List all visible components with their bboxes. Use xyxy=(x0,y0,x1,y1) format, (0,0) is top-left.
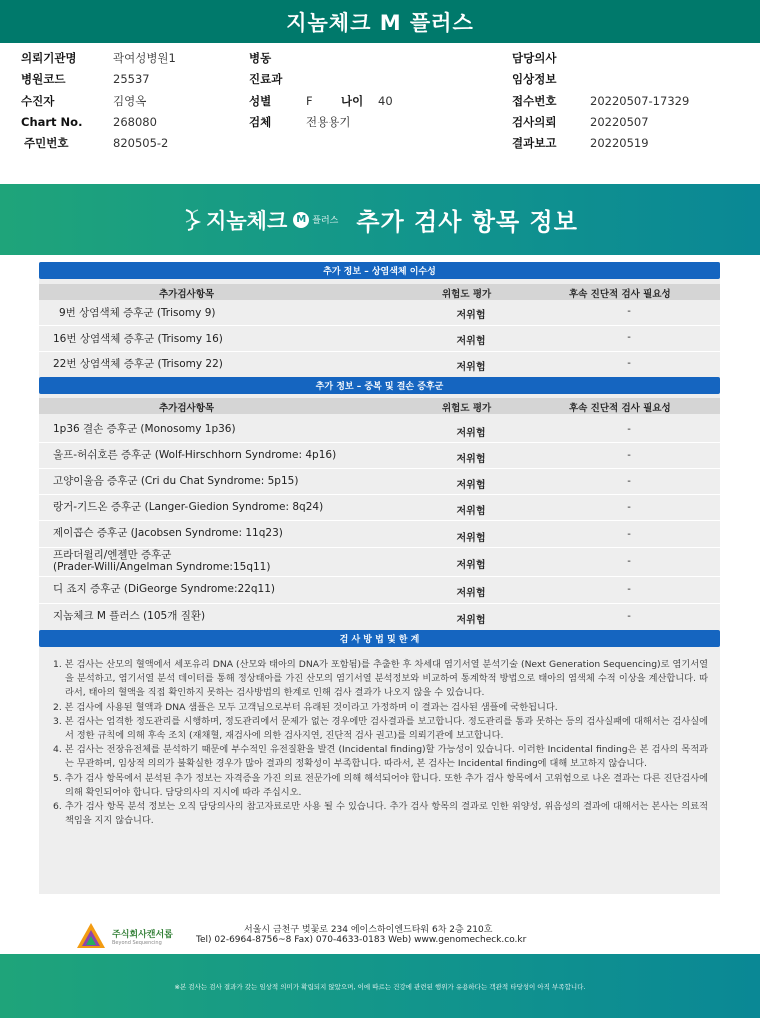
company-name: 주식회사캔서롭 xyxy=(112,929,173,940)
section-banner xyxy=(0,184,760,255)
col-item: 추가검사항목 xyxy=(159,289,215,300)
row-follow: - xyxy=(627,529,631,540)
row-name: 지놈체크 M 플러스 (105개 질환) xyxy=(53,610,206,622)
method-item: 2. 본 검사에 사용된 혈액과 DNA 샘플은 모두 고객님으로부터 유래된 것이라고 가정하며 이 결과는 검사된 샘플에 국한됩니다. xyxy=(53,701,558,713)
table-row xyxy=(39,443,720,469)
institution-label: 의뢰기관명 xyxy=(21,51,77,65)
request-date-label: 검사의뢰 xyxy=(512,115,557,129)
row-risk: 저위험 xyxy=(456,454,486,465)
examinee-label: 수진자 xyxy=(21,94,55,108)
table-row xyxy=(39,521,720,548)
section2-title-bar xyxy=(39,377,720,394)
row-follow: - xyxy=(627,332,631,343)
specimen-value: 전용용기 xyxy=(306,115,351,129)
row-follow: - xyxy=(627,424,631,435)
report-date-value: 20220519 xyxy=(590,136,649,150)
table-row xyxy=(39,548,720,577)
section1-title-bar xyxy=(39,262,720,279)
table-row xyxy=(39,469,720,495)
row-name-line2: (Prader-Willi/Angelman Syndrome:15q11) xyxy=(53,561,271,573)
row-name: 22번 상염색체 증후군 (Trisomy 22) xyxy=(53,358,223,370)
chart-no-label: Chart No. xyxy=(21,115,83,129)
row-risk: 저위험 xyxy=(456,310,486,321)
method-item: 4. 본 검사는 전장유전체를 분석하기 때문에 부수적인 유전질환을 발견 (Incidental finding)할 가능성이 있습니다. 이러한 Incidental finding은 본 검사의 목적과는 무관하며, 임상적 의의가 불확실한 경우가 많아 결과의 정확성이 부족합니다. 따라서, 본 검사는 Incidental finding에 대해 보고하지 않습니다. xyxy=(53,744,708,770)
resident-no-label: 주민번호 xyxy=(24,136,69,150)
company-logo-icon xyxy=(76,922,106,950)
section3-title: 검 사 방 법 및 한 계 xyxy=(339,635,420,645)
company-subtitle: Beyond Sequencing xyxy=(112,939,162,946)
row-risk: 저위험 xyxy=(456,336,486,347)
logo-text: 지놈체크 xyxy=(206,208,288,233)
table-row xyxy=(39,495,720,521)
sex-value: F xyxy=(306,94,313,108)
receipt-no-value: 20220507-17329 xyxy=(590,94,690,108)
row-name: 울프-허쉬호른 증후군 (Wolf-Hirschhorn Syndrome: 4p16) xyxy=(53,449,337,461)
row-name: 디 죠지 증후군 (DiGeorge Syndrome:22q11) xyxy=(53,583,276,595)
chart-no-value: 268080 xyxy=(113,115,157,129)
method-item: 3. 본 검사는 엄격한 정도관리를 시행하며, 정도관리에서 문제가 없는 경우에만 검사결과를 보고합니다. 정도관리를 통과 못하는 등의 검사실패에 대해서는 검사실에서 정한 규칙에 의해 후속 조치 (재채혈, 재검사에 의한 검사지연, 진단적 검사 권고)를 의뢰기관에 보고합니다. xyxy=(53,715,708,742)
table-row xyxy=(39,301,720,326)
row-follow: - xyxy=(627,611,631,622)
row-follow: - xyxy=(627,450,631,461)
row-risk: 저위험 xyxy=(456,506,486,517)
disclaimer-text: ※본 검사는 검사 결과가 갖는 임상적 의미가 확립되지 않았으며, 이에 따르는 건강에 관련된 행위가 유용하다는 객관적 타당성이 아직 부족합니다. xyxy=(174,982,586,991)
section1-title: 추가 정보 – 상염색체 이수성 xyxy=(323,267,436,277)
specimen-label: 검체 xyxy=(249,115,272,129)
col-item: 추가검사항목 xyxy=(159,403,215,414)
row-follow: - xyxy=(627,584,631,595)
resident-no-value: 820505-2 xyxy=(113,136,169,150)
age-label: 나이 xyxy=(341,94,364,108)
age-value: 40 xyxy=(378,94,393,108)
row-risk: 저위험 xyxy=(456,588,486,599)
row-name: 랑거-기드온 증후군 (Langer-Giedion Syndrome: 8q24) xyxy=(53,501,324,513)
row-follow: - xyxy=(627,306,631,317)
sex-label: 성별 xyxy=(249,94,272,108)
row-risk: 저위험 xyxy=(456,362,486,373)
department-label: 진료과 xyxy=(249,72,283,86)
request-date-value: 20220507 xyxy=(590,115,649,129)
row-name: 1p36 결손 증후군 (Monosomy 1p36) xyxy=(53,423,236,435)
report-date-label: 결과보고 xyxy=(512,136,557,150)
results-panel xyxy=(39,262,720,894)
table-row xyxy=(39,352,720,376)
dna-icon xyxy=(182,208,202,232)
row-name: 제이콥슨 증후군 (Jacobsen Syndrome: 11q23) xyxy=(53,527,283,539)
col-risk: 위험도 평가 xyxy=(442,289,492,300)
institution-value: 곽여성병원1 xyxy=(113,51,176,65)
row-follow: - xyxy=(627,476,631,487)
table-row xyxy=(39,577,720,604)
method-item: 5. 추가 검사 항목에서 분석된 추가 정보는 자격증을 가진 의료 전문가에 의해 해석되어야 합니다. 또한 추가 검사 항목에서 고위험으로 나온 결과는 다른 진단검사에 의해 확인되어야 합니다. 담당의사의 지시에 따라 주십시오. xyxy=(53,772,708,798)
receipt-no-label: 접수번호 xyxy=(512,94,557,108)
method-item: 1. 본 검사는 산모의 혈액에서 세포유리 DNA (산모와 태아의 DNA가 포함됨)를 추출한 후 차세대 염기서열 분석기술 (Next Generation Sequencing)로 염기서열을 분석하고, 염기서열 분석 데이터를 통해 정상태아를 가진 산모의 염기서열 분석정보와 비교하여 통계학적 방법으로 태아의 염색체 수적 이상을 계산합니다. 따라서, 태아의 혈액을 직접 확인하지 못하는 검사방법의 한계로 인해 검사 결과가 나오지 않을 수 있습니다. xyxy=(53,659,708,699)
row-risk: 저위험 xyxy=(456,615,486,626)
table-row xyxy=(39,326,720,352)
report-title: 지놈체크 M 플러스 xyxy=(286,10,474,35)
company-contact: Tel) 02-6964-8756~8 Fax) 070-4633-0183 Web) www.genomecheck.co.kr xyxy=(196,935,527,945)
company-footer xyxy=(0,915,760,951)
row-name: 고양이울음 증후군 (Cri du Chat Syndrome: 5p15) xyxy=(53,475,299,487)
row-follow: - xyxy=(627,502,631,513)
disclaimer-bar xyxy=(0,954,760,1018)
report-header xyxy=(0,0,760,43)
section2-title: 추가 정보 – 중복 및 결손 증후군 xyxy=(315,382,444,392)
table-row xyxy=(39,604,720,629)
section3-title-bar xyxy=(39,630,720,647)
method-limitations xyxy=(53,658,708,828)
banner-title: 추가 검사 항목 정보 xyxy=(356,208,578,236)
method-item: 6. 추가 검사 항목 분석 정보는 오직 담당의사의 참고자료로만 사용 될 수 있습니다. 추가 검사 항목의 결과로 인한 위양성, 위음성의 결과에 대해서는 본사는 의료적 책임을 지지 않습니다. xyxy=(53,801,708,827)
row-name: 프라더윌리/엔젤만 증후군 xyxy=(53,549,172,561)
col-follow: 후속 진단적 검사 필요성 xyxy=(569,289,671,300)
row-risk: 저위험 xyxy=(456,533,486,544)
row-name: 9번 상염색체 증후군 (Trisomy 9) xyxy=(59,307,216,319)
row-risk: 저위험 xyxy=(456,560,486,571)
examinee-value: 김영옥 xyxy=(113,94,147,108)
genomecheck-logo xyxy=(182,205,346,235)
col-risk: 위험도 평가 xyxy=(442,403,492,414)
row-follow: - xyxy=(627,556,631,567)
hospital-code-value: 25537 xyxy=(113,72,150,86)
row-name: 16번 상염색체 증후군 (Trisomy 16) xyxy=(53,333,223,345)
logo-m-badge: M xyxy=(293,212,309,228)
clinical-info-label: 임상정보 xyxy=(512,72,557,86)
row-risk: 저위험 xyxy=(456,480,486,491)
hospital-code-label: 병원코드 xyxy=(21,72,66,86)
section2-column-header xyxy=(39,398,720,414)
table-row xyxy=(39,416,720,443)
col-follow: 후속 진단적 검사 필요성 xyxy=(569,403,671,414)
ward-label: 병동 xyxy=(249,51,272,65)
logo-small-text: 플러스 xyxy=(312,216,339,226)
section1-column-header xyxy=(39,284,720,300)
patient-info xyxy=(0,48,760,158)
row-risk: 저위험 xyxy=(456,428,486,439)
company-logo xyxy=(76,922,173,950)
doctor-label: 담당의사 xyxy=(512,51,557,65)
company-address: 서울시 금천구 벚꽃로 234 에이스하이엔드타워 6차 2층 210호 xyxy=(244,925,493,935)
row-follow: - xyxy=(627,358,631,369)
